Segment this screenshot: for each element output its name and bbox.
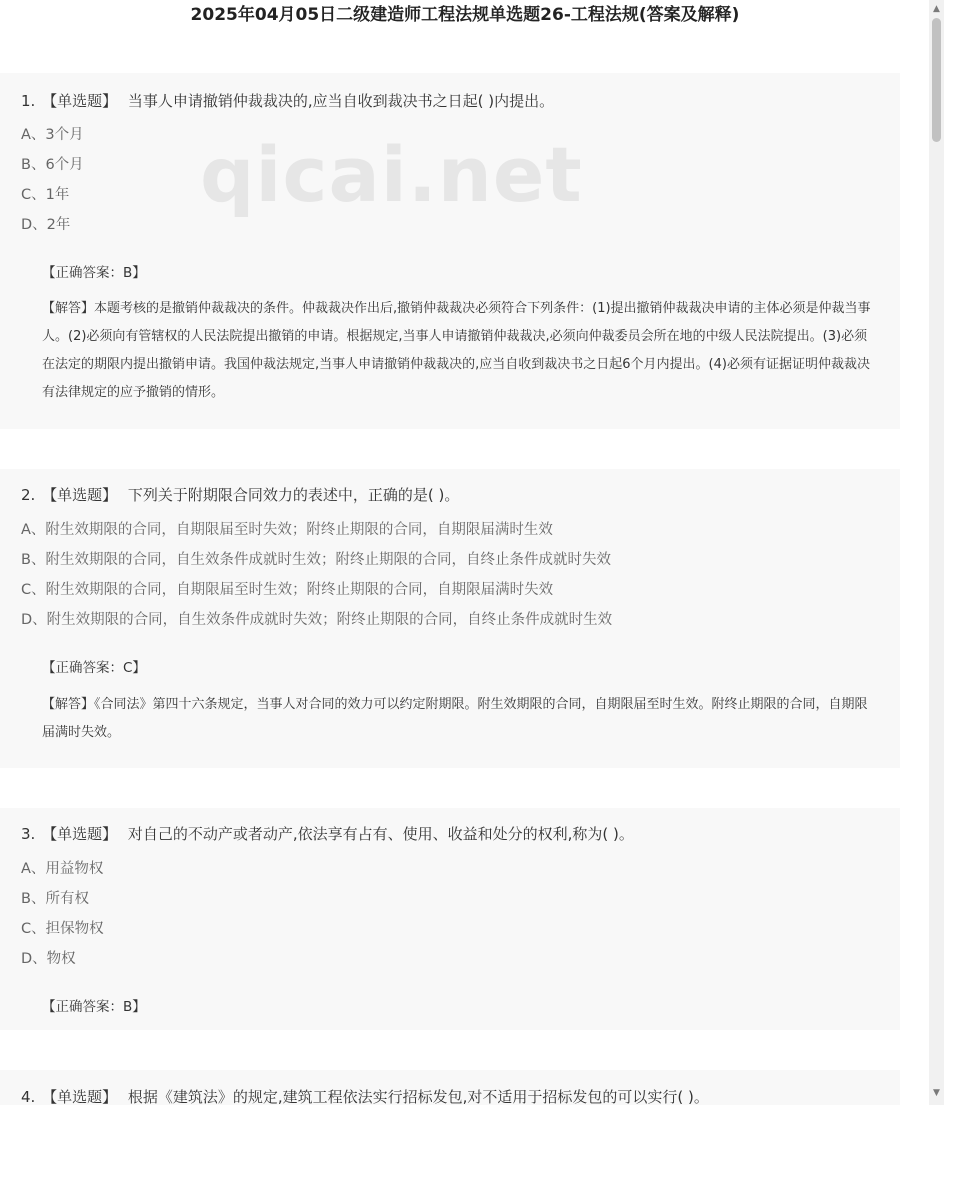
- vertical-scrollbar[interactable]: [929, 0, 944, 1105]
- question-card-3: [0, 808, 900, 1030]
- question-number: 4.: [21, 1088, 36, 1105]
- option-c: C、担保物权: [21, 921, 104, 937]
- option-c: C、1年: [21, 187, 70, 203]
- option-b: B、6个月: [21, 157, 84, 173]
- correct-answer: 【正确答案：B】: [42, 999, 146, 1015]
- answer-explanation: 【解答】《合同法》第四十六条规定，当事人对合同的效力可以约定附期限。附生效期限的合同，自期限届至时生效。附终止期限的合同，自期限届满时失效。: [42, 697, 868, 740]
- question-type: 【单选题】: [42, 1088, 118, 1105]
- question-card-2: [0, 469, 900, 768]
- question-text: 下列关于附期限合同效力的表述中，正确的是( )。: [127, 486, 460, 504]
- question-text: 根据《建筑法》的规定,建筑工程依法实行招标发包,对不适用于招标发包的可以实行( )。: [127, 1088, 709, 1105]
- option-d: D、2年: [21, 217, 71, 233]
- option-b: B、所有权: [21, 891, 89, 907]
- question-number: 2.: [21, 486, 36, 504]
- option-d: D、附生效期限的合同，自生效条件成就时失效；附终止期限的合同，自终止条件成就时生效: [21, 612, 613, 628]
- correct-answer: 【正确答案：B】: [42, 265, 146, 281]
- question-number: 1.: [21, 92, 36, 110]
- watermark: qicai.net: [200, 130, 583, 219]
- question-stem: [21, 824, 634, 844]
- question-text: 对自己的不动产或者动产,依法享有占有、使用、收益和处分的权利,称为( )。: [127, 825, 634, 843]
- option-b: B、附生效期限的合同，自生效条件成就时生效；附终止期限的合同，自终止条件成就时失效: [21, 552, 611, 568]
- question-stem: [21, 485, 459, 505]
- scroll-down-icon[interactable]: ▼: [933, 1088, 940, 1098]
- question-type: 【单选题】: [42, 825, 118, 843]
- question-stem: [21, 1087, 709, 1105]
- question-number: 3.: [21, 825, 36, 843]
- scroll-up-icon[interactable]: ▲: [933, 4, 940, 14]
- question-stem: [21, 91, 554, 111]
- answer-explanation: 【解答】本题考核的是撤销仲裁裁决的条件。仲裁裁决作出后,撤销仲裁裁决必须符合下列条件：(1)提出撤销仲裁裁决申请的主体必须是仲裁当事人。(2)必须向有管辖权的人民法院提出撤销的申请。根据规定,当事人申请撤销仲裁裁决,必须向仲裁委员会所在地的中级人民法院提出。(3)必须在法定的期限内提出撤销申请。我国仲裁法规定,当事人申请撤销仲裁裁决的,应当自收到裁决书之日起6个月内提出。(4)必须有证据证明仲裁裁决有法律规定的应予撤销的情形。: [42, 301, 871, 400]
- page-title: 2025年04月05日二级建造师工程法规单选题26-工程法规(答案及解释): [190, 5, 740, 25]
- question-type: 【单选题】: [42, 92, 118, 110]
- scrollbar-thumb[interactable]: [932, 18, 941, 142]
- option-c: C、附生效期限的合同，自期限届至时生效；附终止期限的合同，自期限届满时失效: [21, 582, 554, 598]
- correct-answer: 【正确答案：C】: [42, 660, 146, 676]
- question-card-1: [0, 73, 900, 429]
- option-a: A、附生效期限的合同，自期限届至时失效；附终止期限的合同，自期限届满时生效: [21, 522, 553, 538]
- option-a: A、3个月: [21, 127, 84, 143]
- question-card-4: [0, 1070, 900, 1105]
- question-text: 当事人申请撤销仲裁裁决的,应当自收到裁决书之日起( )内提出。: [127, 92, 555, 110]
- option-a: A、用益物权: [21, 861, 104, 877]
- option-d: D、物权: [21, 951, 76, 967]
- question-type: 【单选题】: [42, 486, 118, 504]
